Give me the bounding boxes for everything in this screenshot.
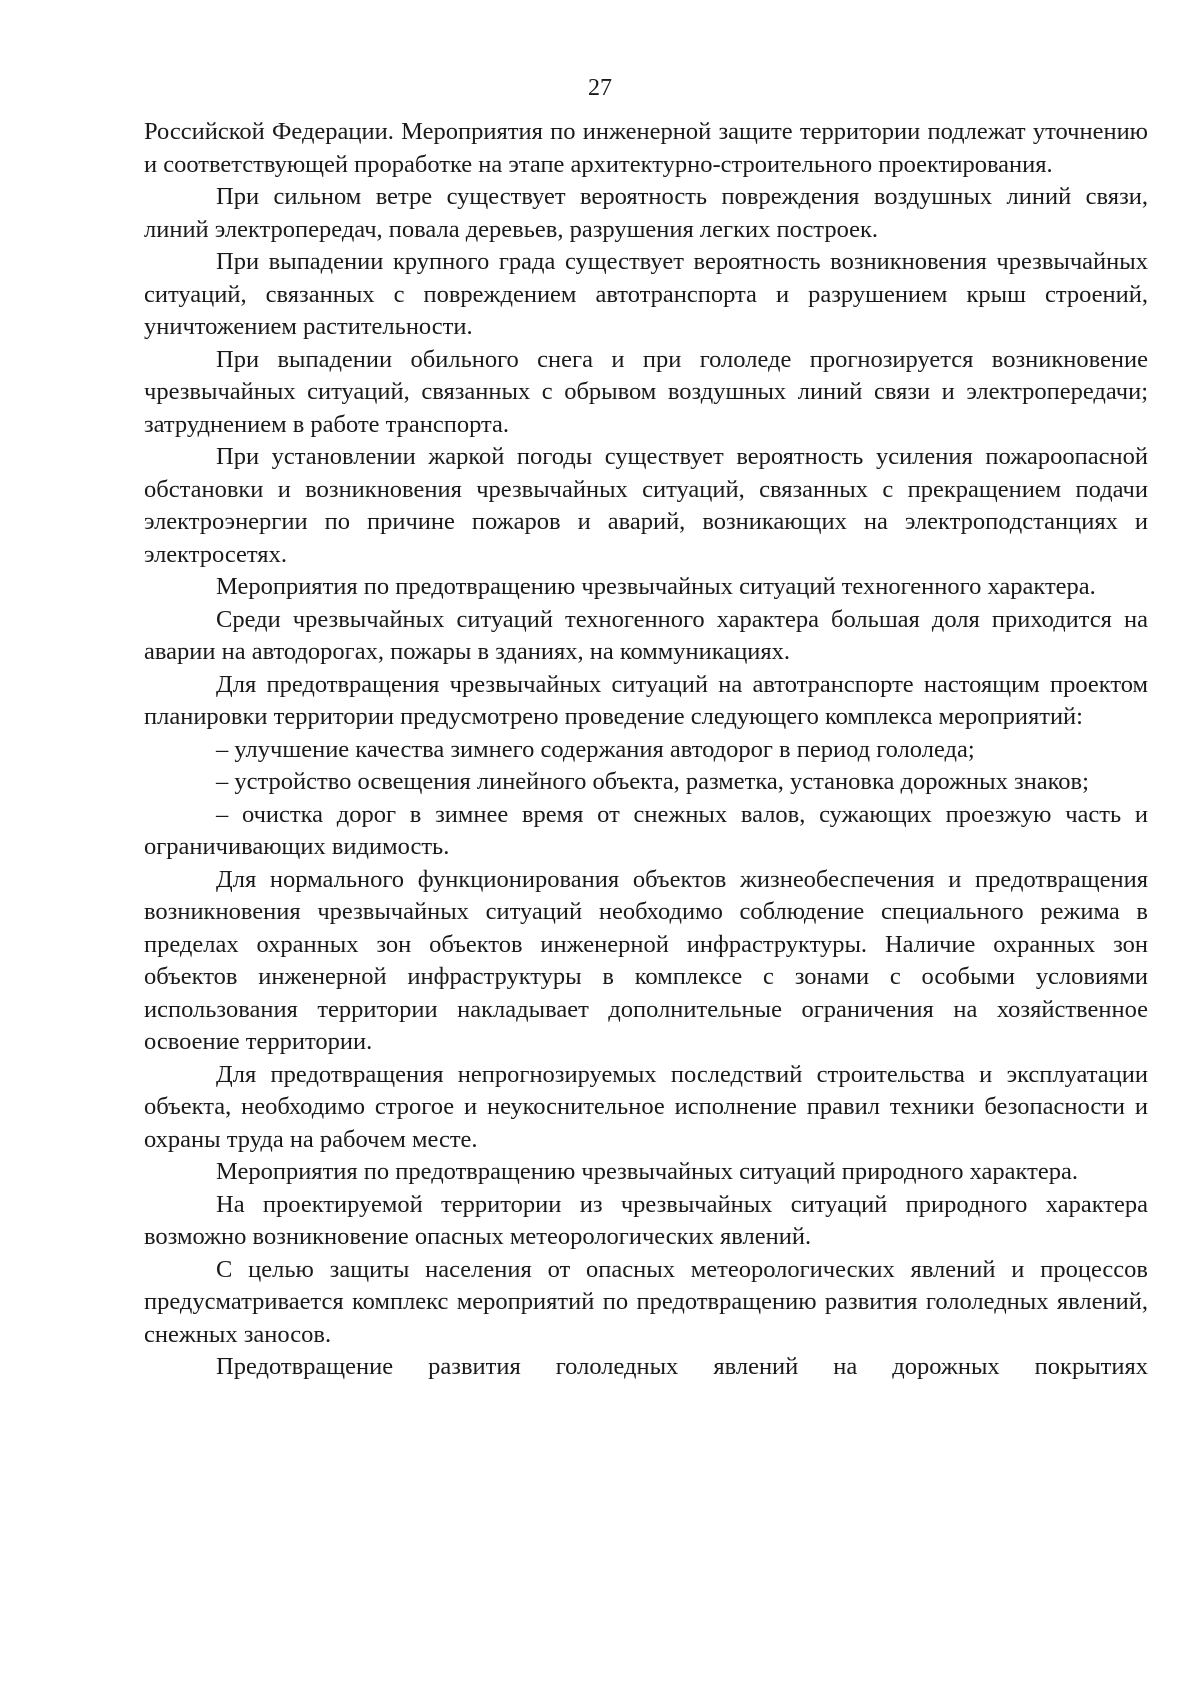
page-number: 27: [588, 75, 612, 101]
section-heading-paragraph: Мероприятия по предотвращению чрезвычайных ситуаций техногенного характера.: [216, 573, 1096, 600]
section-heading-paragraph: Мероприятия по предотвращению чрезвычайных ситуаций природного характера.: [216, 1158, 1078, 1185]
paragraph: Для нормального функционирования объектов жизнеобеспечения и предотвращения возникновения чрезвычайных ситуаций необходимо соблюдение специального режима в пределах охранных зон объектов инженерной инфраструктуры. Наличие охранных зон объектов инженерной инфраструктуры в комплексе с зонами с особыми условиями использования территории накладывает дополнительные ограничения на хозяйственное освоение территории.: [144, 865, 1148, 1055]
paragraph: Предотвращение развития гололедных явлений на дорожных покрытиях: [216, 1353, 1148, 1380]
paragraph: Для предотвращения непрогнозируемых последствий строительства и эксплуатации объекта, необходимо строгое и неукоснительное исполнение правил техники безопасности и охраны труда на рабочем месте.: [144, 1060, 1148, 1153]
paragraph: На проектируемой территории из чрезвычайных ситуаций природного характера возможно возникновение опасных метеорологических явлений.: [144, 1190, 1148, 1250]
paragraph: При сильном ветре существует вероятность повреждения воздушных линий связи, линий электропередач, повала деревьев, разрушения легких построек.: [144, 183, 1148, 243]
paragraph: Для предотвращения чрезвычайных ситуаций на автотранспорте настоящим проектом планировки территории предусмотрено проведение следующего комплекса мероприятий:: [144, 670, 1148, 730]
list-item: – устройство освещения линейного объекта, разметка, установка дорожных знаков;: [216, 768, 1089, 795]
paragraph: При установлении жаркой погоды существует вероятность усиления пожароопасной обстановки и возникновения чрезвычайных ситуаций, связанных с прекращением подачи электроэнергии по причине пожаров и аварий, возникающих на электроподстанциях и электросетях.: [144, 443, 1148, 568]
paragraph: При выпадении обильного снега и при гололеде прогнозируется возникновение чрезвычайных ситуаций, связанных с обрывом воздушных линий связи и электропередачи; затруднением в работе транспорта.: [144, 345, 1148, 438]
paragraph: При выпадении крупного града существует вероятность возникновения чрезвычайных ситуаций, связанных с повреждением автотранспорта и разрушением крыш строений, уничтожением растительности.: [144, 248, 1148, 340]
document-body: [144, 116, 1148, 1384]
paragraph: Среди чрезвычайных ситуаций техногенного характера большая доля приходится на аварии на автодорогах, пожары в зданиях, на коммуникациях.: [144, 605, 1148, 665]
paragraph: С целью защиты населения от опасных метеорологических явлений и процессов предусматривается комплекс мероприятий по предотвращению развития гололедных явлений, снежных заносов.: [144, 1255, 1148, 1348]
paragraph: Российской Федерации. Мероприятия по инженерной защите территории подлежат уточнению и соответствующей проработке на этапе архитектурно-строительного проектирования.: [144, 118, 1148, 178]
list-item: – улучшение качества зимнего содержания автодорог в период гололеда;: [216, 735, 975, 763]
list-item: – очистка дорог в зимнее время от снежных валов, сужающих проезжую часть и ограничивающих видимость.: [144, 800, 1148, 860]
